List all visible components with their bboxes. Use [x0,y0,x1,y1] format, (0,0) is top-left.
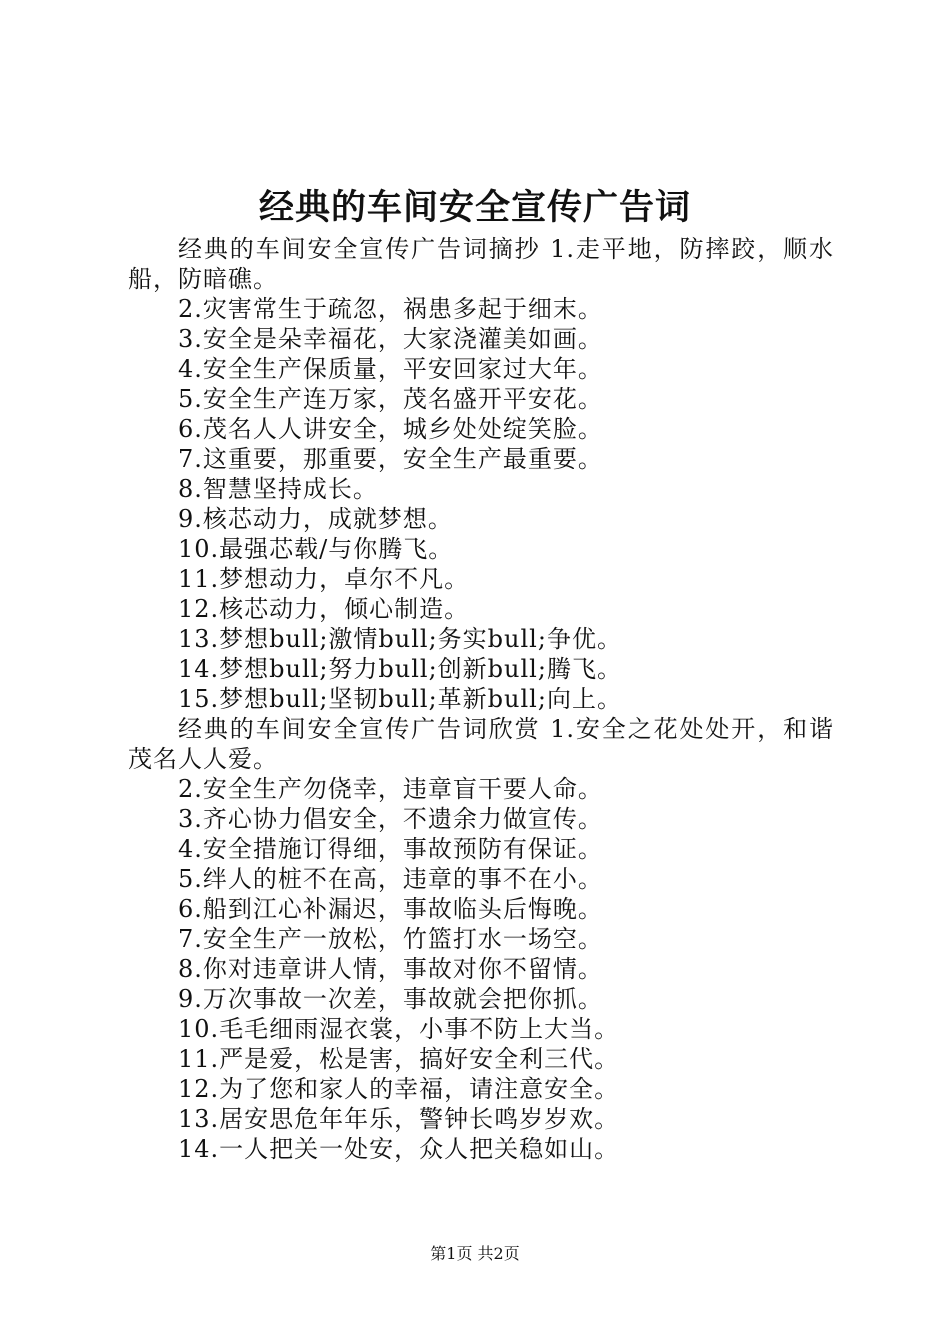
paragraph: 13.梦想bull;激情bull;务实bull;争优。 [178,625,622,653]
paragraph: 12.为了您和家人的幸福，请注意安全。 [178,1075,620,1103]
paragraph: 7.这重要，那重要，安全生产最重要。 [178,445,603,473]
paragraph: 11.严是爱，松是害，搞好安全利三代。 [178,1045,620,1073]
paragraph: 3.安全是朵幸福花，大家浇灌美如画。 [178,325,603,353]
paragraph: 5.绊人的桩不在高，违章的事不在小。 [178,865,603,893]
paragraph: 15.梦想bull;坚韧bull;革新bull;向上。 [178,685,622,713]
paragraph: 9.核芯动力，成就梦想。 [178,505,453,533]
paragraph: 11.梦想动力，卓尔不凡。 [178,565,470,593]
paragraph: 8.智慧坚持成长。 [178,475,378,503]
paragraph: 8.你对违章讲人情，事故对你不留情。 [178,955,603,983]
paragraph: 4.安全措施订得细，事故预防有保证。 [178,835,603,863]
paragraph: 5.安全生产连万家，茂名盛开平安花。 [178,385,603,413]
paragraph: 6.茂名人人讲安全，城乡处处绽笑脸。 [178,415,603,443]
paragraph: 12.核芯动力，倾心制造。 [178,595,470,623]
paragraph: 6.船到江心补漏迟，事故临头后悔晚。 [178,895,603,923]
paragraph: 7.安全生产一放松，竹篮打水一场空。 [178,925,603,953]
paragraph: 2.灾害常生于疏忽，祸患多起于细末。 [178,295,603,323]
paragraph: 10.最强芯载/与你腾飞。 [178,535,454,563]
page-footer: 第1页 共2页 [430,1244,520,1263]
paragraph: 经典的车间安全宣传广告词摘抄 1.走平地，防摔跤，顺水船，防暗礁。 [128,235,834,293]
paragraph: 3.齐心协力倡安全，不遗余力做宣传。 [178,805,603,833]
paragraph: 14.一人把关一处安，众人把关稳如山。 [178,1135,620,1163]
paragraph: 13.居安思危年年乐，警钟长鸣岁岁欢。 [178,1105,620,1133]
document-body [128,234,834,1164]
paragraph: 9.万次事故一次差，事故就会把你抓。 [178,985,603,1013]
paragraph: 4.安全生产保质量，平安回家过大年。 [178,355,603,383]
document-title: 经典的车间安全宣传广告词 [258,187,691,228]
paragraph: 10.毛毛细雨湿衣裳，小事不防上大当。 [178,1015,620,1043]
paragraph: 14.梦想bull;努力bull;创新bull;腾飞。 [178,655,622,683]
paragraph: 2.安全生产勿侥幸，违章盲干要人命。 [178,775,603,803]
paragraph: 经典的车间安全宣传广告词欣赏 1.安全之花处处开，和谐茂名人人爱。 [128,715,834,773]
